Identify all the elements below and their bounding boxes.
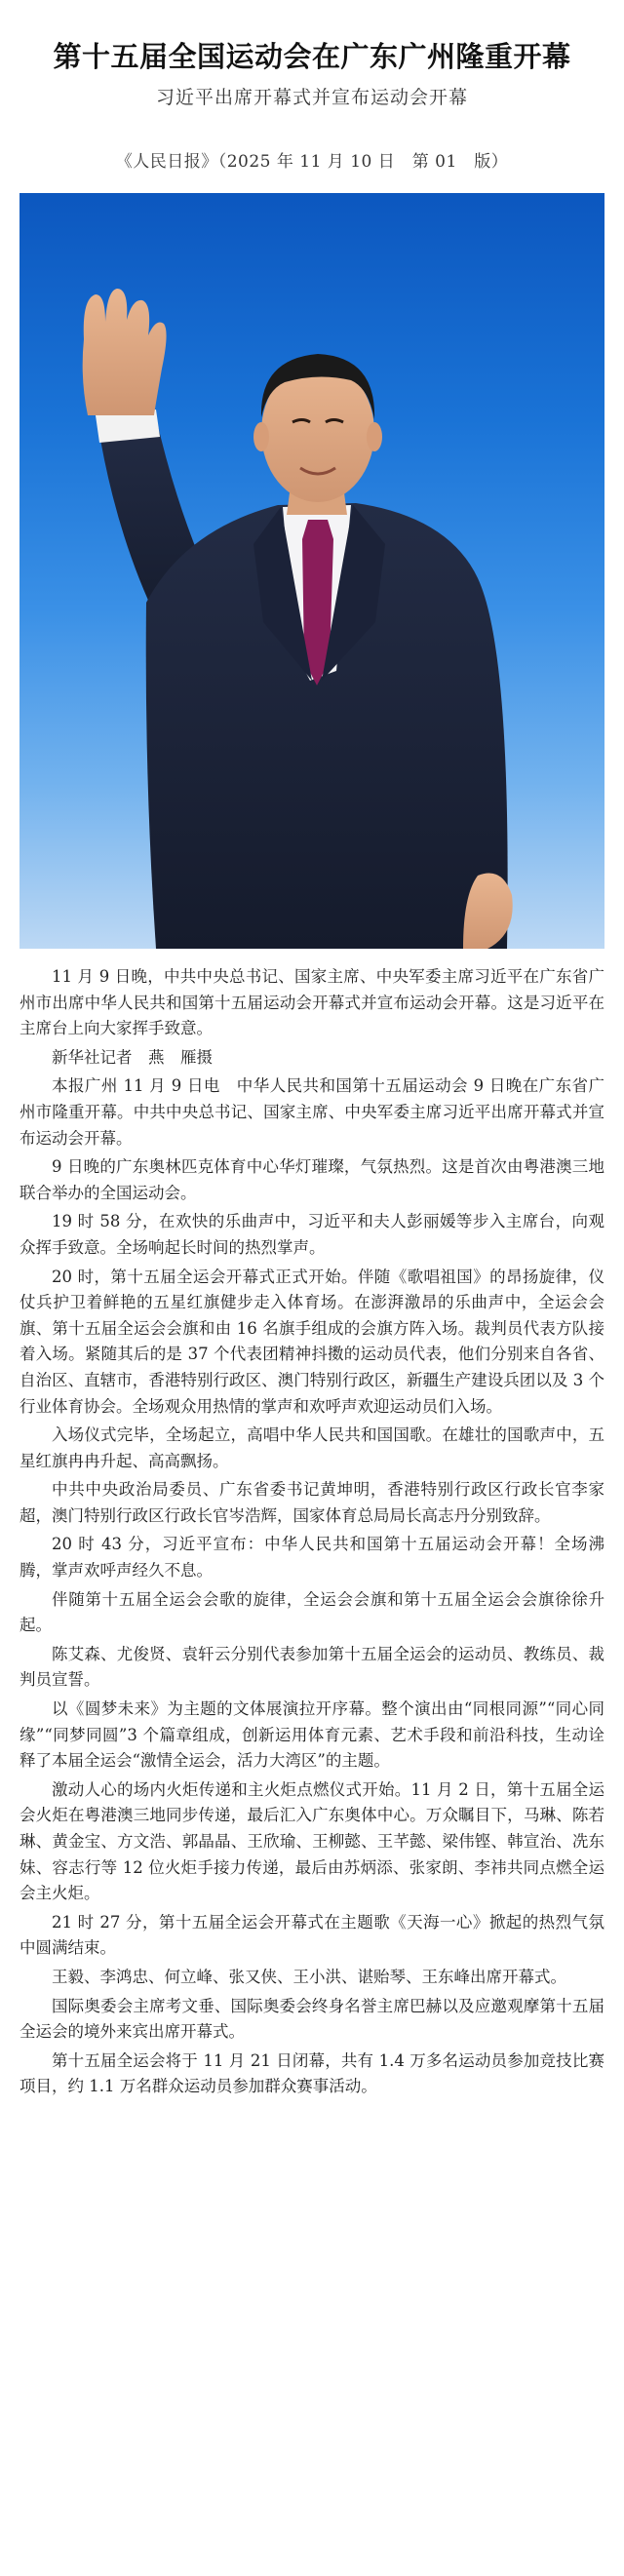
article-paragraph: 第十五届全运会将于 11 月 21 日闭幕，共有 1.4 万多名运动员参加竞技比赛项目，约 1.1 万名群众运动员参加群众赛事活动。 (20, 2050, 604, 2096)
article-paragraph: 20 时 43 分，习近平宣布：中华人民共和国第十五届运动会开幕！全场沸腾，掌声欢呼声经久不息。 (20, 1535, 604, 1581)
photo-credit: 新华社记者 燕 雁摄 (52, 1047, 213, 1067)
article-photo (20, 193, 604, 949)
article-paragraph: 入场仪式完毕，全场起立，高唱中华人民共和国国歌。在雄壮的国歌声中，五星红旗冉冉升起、高高飘扬。 (20, 1425, 604, 1470)
article-paragraph: 20 时，第十五届全运会开幕式正式开始。伴随《歌唱祖国》的昂扬旋律，仪仗兵护卫着鲜艳的五星红旗健步走入体育场。在澎湃激昂的乐曲声中，全运会会旗、第十五届全运会会旗和由 16 名旗手组成的会旗方阵入场。裁判员代表方队接着入场。紧随其后的是 37 个代表团精神抖擞的运动员代表，他们分别来自各省、自治区、直辖市，香港特别行政区、澳门特别行政区，新疆生产建设兵团以及 3 个行业体育协会。全场观众用热情的掌声和欢呼声欢迎运动员们入场。 (20, 1267, 604, 1416)
article-paragraph: 11 月 9 日晚，中共中央总书记、国家主席、中央军委主席习近平在广东省广州市出席中华人民共和国第十五届运动会开幕式并宣布运动会开幕。这是习近平在主席台上向大家挥手致意。 (20, 967, 604, 1038)
article-paragraph: 中共中央政治局委员、广东省委书记黄坤明，香港特别行政区行政长官李家超，澳门特别行政区行政长官岑浩辉，国家体育总局局长高志丹分别致辞。 (20, 1480, 604, 1525)
article-paragraph: 21 时 27 分，第十五届全运会开幕式在主题歌《天海一心》掀起的热烈气氛中圆满结束。 (20, 1912, 604, 1958)
article-paragraph: 激动人心的场内火炬传递和主火炬点燃仪式开始。11 月 2 日，第十五届全运会火炬在粤港澳三地同步传递，最后汇入广东奥体中心。万众瞩目下，马琳、陈若琳、黄金宝、方文浩、郭晶晶、王欣瑜、王柳懿、王芊懿、梁伟铿、韩宣治、冼东妹、容志行等 12 位火炬手接力传递，最后由苏炳添、张家朗、李祎共同点燃全运会主火炬。 (20, 1779, 604, 1903)
article-paragraph: 19 时 58 分，在欢快的乐曲声中，习近平和夫人彭丽媛等步入主席台，向观众挥手致意。全场响起长时间的热烈掌声。 (20, 1212, 604, 1257)
article-paragraph: 国际奥委会主席考文垂、国际奥委会终身名誉主席巴赫以及应邀观摩第十五届全运会的境外来宾出席开幕式。 (20, 1996, 604, 2042)
article-paragraph: 王毅、李鸿忠、何立峰、张又侠、王小洪、谌贻琴、王东峰出席开幕式。 (52, 1967, 566, 1986)
article-paragraph: 以《圆梦未来》为主题的文体展演拉开序幕。整个演出由“同根同源”“同心同缘”“同梦同圆”3 个篇章组成，创新运用体育元素、艺术手段和前沿科技，生动诠释了本届全运会“激情全运会，活力大湾区”的主题。 (20, 1699, 604, 1771)
article-subtitle: 习近平出席开幕式并宣布运动会开幕 (155, 87, 468, 108)
article-body (20, 964, 604, 2100)
article-headline: 第十五届全国运动会在广东广州隆重开幕 (53, 40, 571, 73)
article-paragraph: 陈艾森、尤俊贤、袁轩云分别代表参加第十五届全运会的运动员、教练员、裁判员宣誓。 (20, 1644, 604, 1690)
article-paragraph: 9 日晚的广东奥林匹克体育中心华灯璀璨，气氛热烈。这是首次由粤港澳三地联合举办的全国运动会。 (20, 1157, 604, 1202)
article-paragraph: 本报广州 11 月 9 日电 中华人民共和国第十五届运动会 9 日晚在广东省广州市隆重开幕。中共中央总书记、国家主席、中央军委主席习近平出席开幕式并宣布运动会开幕。 (20, 1076, 604, 1148)
photo-figure (20, 193, 604, 949)
article-paragraph: 伴随第十五届全运会会歌的旋律，全运会会旗和第十五届全运会会旗徐徐升起。 (20, 1589, 604, 1635)
article-source: 《人民日报》（2025 年 11 月 10 日 第 01 版） (115, 152, 509, 172)
